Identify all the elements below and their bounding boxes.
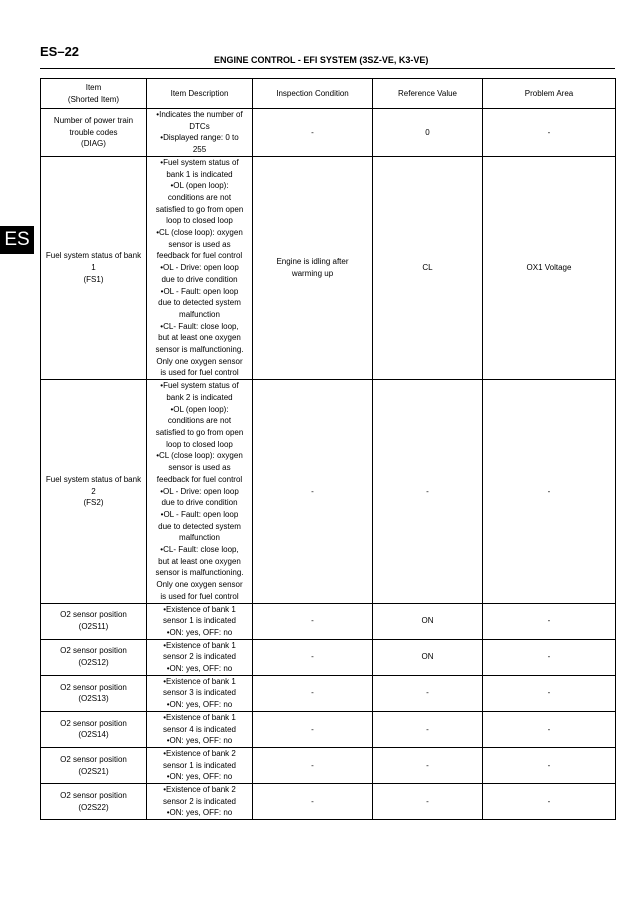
cell-line: - [311, 760, 314, 770]
cell-line: •CL- Fault: close loop, [160, 321, 239, 331]
section-title: ENGINE CONTROL - EFI SYSTEM (3SZ-VE, K3-VE) [214, 55, 429, 65]
cell-line: sensor 2 is indicated [163, 652, 236, 662]
cell-line: •CL- Fault: close loop, [160, 545, 239, 555]
table-row [41, 156, 616, 379]
item-cell [41, 380, 147, 603]
column-header-condition: Inspection Condition [253, 79, 373, 109]
table-row [41, 380, 616, 603]
cell-line: •Displayed range: 0 to [160, 133, 239, 143]
cell-line: •Existence of bank 1 [163, 676, 236, 686]
table-body [41, 109, 616, 820]
description-cell [147, 156, 253, 379]
page-number: ES–22 [40, 44, 80, 59]
cell-line: (DIAG) [81, 139, 106, 149]
cell-line: satisfied to go from open [155, 204, 244, 214]
description-cell [147, 109, 253, 157]
cell-line: loop to closed loop [166, 439, 233, 449]
cell-line: due to detected system [158, 298, 241, 308]
description-cell [147, 784, 253, 820]
cell-line: •Existence of bank 1 [163, 604, 236, 614]
cell-line: O2 sensor position [60, 790, 127, 800]
cell-line: •ON: yes, OFF: no [166, 736, 233, 746]
cell-line: •Existence of bank 2 [163, 785, 236, 795]
cell-line: 2 [91, 486, 96, 496]
cell-line: •ON: yes, OFF: no [166, 700, 233, 710]
item-cell [41, 747, 147, 783]
table-row [41, 109, 616, 157]
cell-line: O2 sensor position [60, 682, 127, 692]
table-row [41, 784, 616, 820]
column-header-reference: Reference Value [373, 79, 483, 109]
problem-cell: - [483, 675, 616, 711]
cell-line: 255 [192, 145, 207, 155]
cell-line: •ON: yes, OFF: no [166, 664, 233, 674]
cell-line: but at least one oxygen [158, 556, 241, 566]
cell-line: •ON: yes, OFF: no [166, 772, 233, 782]
cell-line: warming up [291, 268, 334, 278]
data-list-table [40, 78, 616, 820]
condition-cell [253, 639, 373, 675]
reference-cell: 0 [373, 109, 483, 157]
cell-line: 1 [91, 263, 96, 273]
problem-cell: - [483, 711, 616, 747]
condition-cell [253, 109, 373, 157]
cell-line: - [311, 127, 314, 137]
problem-cell: - [483, 603, 616, 639]
cell-line: bank 2 is indicated [166, 392, 233, 402]
item-cell [41, 156, 147, 379]
reference-cell: - [373, 380, 483, 603]
table-row [41, 675, 616, 711]
cell-line: sensor is malfunctioning. [155, 568, 244, 578]
column-header-item-line: (Shorted Item) [67, 94, 120, 104]
cell-line: •Existence of bank 1 [163, 640, 236, 650]
description-cell [147, 675, 253, 711]
table-header-row [41, 79, 616, 109]
condition-cell [253, 675, 373, 711]
cell-line: conditions are not [167, 192, 232, 202]
cell-line: •Indicates the number of [156, 110, 243, 119]
cell-line: Only one oxygen sensor [156, 580, 243, 590]
table-row [41, 747, 616, 783]
reference-cell: ON [373, 639, 483, 675]
cell-line: Fuel system status of bank [45, 251, 142, 261]
item-cell [41, 711, 147, 747]
item-cell [41, 784, 147, 820]
problem-cell: - [483, 639, 616, 675]
cell-line: loop to closed loop [166, 216, 233, 226]
reference-cell: - [373, 747, 483, 783]
cell-line: •OL (open loop): [170, 404, 229, 414]
cell-line: (O2S11) [78, 622, 109, 632]
cell-line: feedback for fuel control [156, 474, 243, 484]
cell-line: due to drive condition [161, 274, 238, 284]
cell-line: (O2S14) [78, 730, 109, 740]
cell-line: sensor is used as [168, 239, 231, 249]
cell-line: malfunction [179, 309, 220, 319]
cell-line: O2 sensor position [60, 718, 127, 728]
problem-cell: - [483, 784, 616, 820]
cell-line: O2 sensor position [60, 646, 127, 656]
cell-line: (O2S12) [78, 658, 109, 668]
reference-cell: - [373, 784, 483, 820]
cell-line: Only one oxygen sensor [156, 356, 243, 366]
description-cell [147, 711, 253, 747]
problem-cell: - [483, 747, 616, 783]
cell-line: conditions are not [167, 416, 232, 426]
cell-line: DTCs [189, 121, 210, 131]
cell-line: •OL - Drive: open loop [160, 486, 239, 496]
cell-line: •OL - Fault: open loop [160, 286, 239, 296]
cell-line: malfunction [179, 533, 220, 543]
cell-line: •Existence of bank 1 [163, 712, 236, 722]
table-row [41, 711, 616, 747]
table-row [41, 639, 616, 675]
section-tab: ES [0, 226, 34, 254]
table-header [41, 79, 616, 109]
item-cell [41, 639, 147, 675]
cell-line: - [311, 652, 314, 662]
problem-cell: - [483, 109, 616, 157]
item-cell [41, 675, 147, 711]
description-cell [147, 639, 253, 675]
cell-line: •OL - Fault: open loop [160, 509, 239, 519]
problem-cell: OX1 Voltage [483, 156, 616, 379]
cell-line: (O2S22) [78, 802, 109, 812]
cell-line: satisfied to go from open [155, 427, 244, 437]
cell-line: •ON: yes, OFF: no [166, 627, 233, 637]
description-cell [147, 380, 253, 603]
column-header-item [41, 79, 147, 109]
condition-cell [253, 711, 373, 747]
reference-cell: - [373, 711, 483, 747]
cell-line: (O2S13) [78, 694, 109, 704]
item-cell [41, 603, 147, 639]
cell-line: •CL (close loop): oxygen [156, 451, 243, 461]
condition-cell [253, 156, 373, 379]
cell-line: - [311, 724, 314, 734]
cell-line: - [311, 688, 314, 698]
cell-line: Number of power train [53, 115, 134, 125]
problem-cell: - [483, 380, 616, 603]
cell-line: trouble codes [69, 127, 118, 137]
cell-line: •OL - Drive: open loop [160, 263, 239, 273]
cell-line: •Existence of bank 2 [163, 748, 236, 758]
cell-line: •CL (close loop): oxygen [156, 228, 243, 238]
cell-line: feedback for fuel control [156, 251, 243, 261]
column-header-problem: Problem Area [483, 79, 616, 109]
condition-cell [253, 784, 373, 820]
cell-line: sensor 1 is indicated [163, 616, 236, 626]
cell-line: sensor 4 is indicated [163, 724, 236, 734]
description-cell [147, 747, 253, 783]
column-header-description: Item Description [147, 79, 253, 109]
cell-line: Engine is idling after [276, 257, 349, 267]
cell-line: due to drive condition [161, 498, 238, 508]
condition-cell [253, 380, 373, 603]
cell-line: •OL (open loop): [170, 181, 229, 191]
cell-line: due to detected system [158, 521, 241, 531]
cell-line: (FS1) [83, 274, 104, 284]
cell-line: •Fuel system status of [160, 381, 239, 391]
cell-line: sensor 1 is indicated [163, 760, 236, 770]
condition-cell [253, 603, 373, 639]
header-rule [40, 68, 615, 69]
cell-line: is used for fuel control [160, 591, 239, 601]
cell-line: bank 1 is indicated [166, 169, 233, 179]
reference-cell: - [373, 675, 483, 711]
cell-line: Fuel system status of bank [45, 474, 142, 484]
cell-line: - [311, 486, 314, 496]
cell-line: •ON: yes, OFF: no [166, 808, 233, 818]
cell-line: but at least one oxygen [158, 333, 241, 343]
cell-line: sensor 3 is indicated [163, 688, 236, 698]
table-row [41, 603, 616, 639]
reference-cell: CL [373, 156, 483, 379]
cell-line: sensor is used as [168, 463, 231, 473]
description-cell [147, 603, 253, 639]
cell-line: O2 sensor position [60, 610, 127, 620]
cell-line: (O2S21) [78, 766, 109, 776]
column-header-item-line: Item [85, 82, 102, 92]
cell-line: O2 sensor position [60, 754, 127, 764]
item-cell [41, 109, 147, 157]
cell-line: is used for fuel control [160, 368, 239, 378]
condition-cell [253, 747, 373, 783]
cell-line: - [311, 616, 314, 626]
cell-line: sensor is malfunctioning. [155, 345, 244, 355]
cell-line: sensor 2 is indicated [163, 796, 236, 806]
cell-line: (FS2) [83, 498, 104, 508]
cell-line: •Fuel system status of [160, 157, 239, 167]
reference-cell: ON [373, 603, 483, 639]
cell-line: - [311, 796, 314, 806]
